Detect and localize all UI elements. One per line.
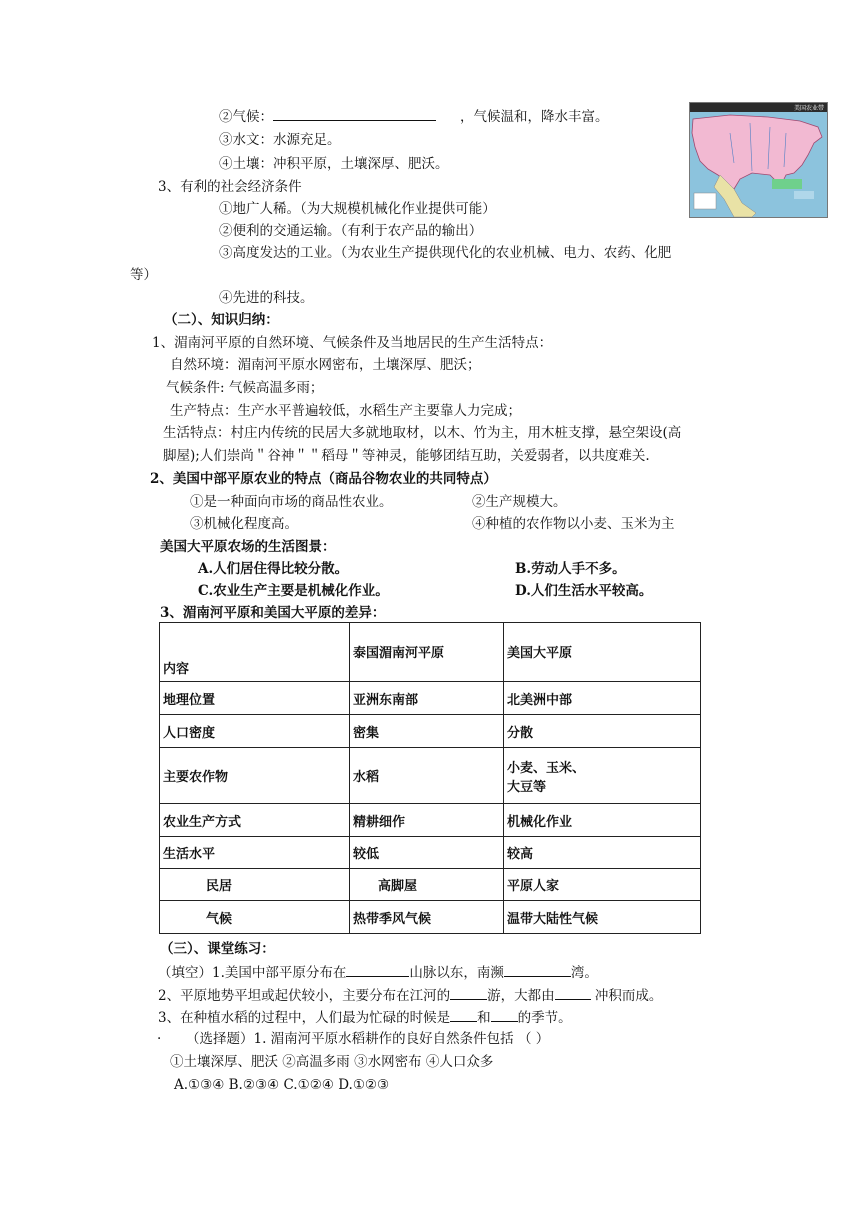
table-row xyxy=(160,837,701,869)
social-item-3: ③高度发达的工业。（为农业生产提供现代化的农业机械、电力、农药、化肥 xyxy=(219,245,672,261)
feature-3: ③机械化程度高。 xyxy=(190,516,298,532)
answer-blank[interactable] xyxy=(450,1007,477,1022)
bullet-marker: · xyxy=(157,1031,162,1047)
climate-cond-line: 气候条件: 气候高温多雨； xyxy=(166,380,324,396)
scene-d: D.人们生活水平较高。 xyxy=(515,583,653,599)
table-cell: 热带季风气候 xyxy=(350,901,504,934)
table-cell: 气候 xyxy=(160,901,350,934)
table-cell: 农业生产方式 xyxy=(160,804,350,837)
social-item-2: ②便利的交通运输。（有利于农产品的输出） xyxy=(219,223,483,239)
scene-c: C.农业生产主要是机械化作业。 xyxy=(198,583,389,599)
table-row xyxy=(160,869,701,901)
table-cell: 内容 xyxy=(160,623,350,682)
table-row xyxy=(160,748,701,804)
life-line: 生活特点：村庄内传统的民居大多就地取材，以木、竹为主，用木桩支撑，悬空架设(高 xyxy=(163,425,682,441)
table-row xyxy=(160,682,701,715)
table-cell: 较高 xyxy=(504,837,701,869)
production-line: 生产特点：生产水平普遍较低，水稻生产主要靠人力完成； xyxy=(170,403,521,419)
answer-blank[interactable] xyxy=(450,985,487,1000)
table-row xyxy=(160,804,701,837)
env-line: 自然环境：湄南河平原水网密布，土壤深厚、肥沃； xyxy=(170,357,481,373)
question-4: （选择题）1. 湄南河平原水稻耕作的良好自然条件包括 （ ） xyxy=(186,1031,550,1047)
social-item-1: ①地广人稀。（为大规模机械化作业提供可能） xyxy=(219,201,496,217)
feature-4: ④种植的农作物以小麦、玉米为主 xyxy=(472,516,675,532)
social-item-3-cont: 等） xyxy=(130,267,157,283)
table-header-row xyxy=(160,623,701,682)
table-cell: 人口密度 xyxy=(160,715,350,748)
table-cell: 主要农作物 xyxy=(160,748,350,804)
table-cell: 北美洲中部 xyxy=(504,682,701,715)
item2-title: 2、美国中部平原农业的特点（商品谷物农业的共同特点） xyxy=(150,471,497,487)
social-title: 3、有利的社会经济条件 xyxy=(158,179,302,195)
usa-agriculture-map xyxy=(689,102,828,218)
question-4-options: ①土壤深厚、肥沃 ②高温多雨 ③水网密布 ④人口众多 xyxy=(170,1054,494,1070)
scene-b: B.劳动人手不多。 xyxy=(515,561,626,577)
scene-a: A.人们居住得比较分散。 xyxy=(198,561,349,577)
table-cell: 美国大平原 xyxy=(504,623,701,682)
map-graphic xyxy=(690,103,827,217)
practice-heading: （三）、课堂练习： xyxy=(160,941,275,957)
answer-blank[interactable] xyxy=(491,1007,518,1022)
hydrology-line: ③水文：水源充足。 xyxy=(219,132,341,148)
answer-blank[interactable] xyxy=(346,962,409,977)
feature-1: ①是一种面向市场的商品性农业。 xyxy=(190,494,393,510)
table-cell: 温带大陆性气候 xyxy=(504,901,701,934)
table-cell: 平原人家 xyxy=(504,869,701,901)
answer-blank[interactable] xyxy=(504,962,571,977)
table-cell: 机械化作业 xyxy=(504,804,701,837)
item3-title: 3、湄南河平原和美国大平原的差异： xyxy=(160,605,386,621)
scene-title: 美国大平原农场的生活图景： xyxy=(160,539,336,555)
table-cell xyxy=(504,748,701,804)
table-cell-line: 大豆等 xyxy=(507,779,547,795)
answer-blank[interactable] xyxy=(555,985,591,1000)
knowledge-heading: （二）、知识归纳： xyxy=(164,312,279,328)
question-3: 3、在种植水稻的过程中，人们最为忙碌的时候是 和 的季节。 xyxy=(158,1007,572,1028)
question-1: （填空）1.美国中部平原分布在 山脉以东，南濒 湾。 xyxy=(158,962,598,983)
table-cell: 地理位置 xyxy=(160,682,350,715)
social-item-4: ④先进的科技。 xyxy=(219,290,314,306)
table-cell: 亚洲东南部 xyxy=(350,682,504,715)
table-cell: 密集 xyxy=(350,715,504,748)
climate-blank[interactable] xyxy=(273,106,436,121)
life-line-cont: 脚屋);人们崇尚＂谷神＂＂稻母＂等神灵，能够团结互助，关爱弱者，以共度难关. xyxy=(163,448,650,464)
feature-2: ②生产规模大。 xyxy=(472,494,567,510)
table-cell-line: 小麦、玉米、 xyxy=(507,760,586,776)
item1-title: 1、湄南河平原的自然环境、气候条件及当地居民的生产生活特点： xyxy=(152,335,553,351)
table-cell: 精耕细作 xyxy=(350,804,504,837)
table-cell: 较低 xyxy=(350,837,504,869)
question-2: 2、平原地势平坦或起伏较小，主要分布在江河的 游，大都由 冲积而成。 xyxy=(158,985,662,1006)
table-row xyxy=(160,715,701,748)
comparison-table xyxy=(159,622,701,934)
table-row xyxy=(160,901,701,934)
table-cell: 高脚屋 xyxy=(350,869,504,901)
climate-line: ②气候： ，气候温和，降水丰富。 xyxy=(219,106,609,127)
table-cell: 分散 xyxy=(504,715,701,748)
table-cell: 生活水平 xyxy=(160,837,350,869)
table-cell: 民居 xyxy=(160,869,350,901)
table-cell: 泰国湄南河平原 xyxy=(350,623,504,682)
soil-line: ④土壤：冲积平原，土壤深厚、肥沃。 xyxy=(219,156,449,172)
question-4-choices[interactable]: A.①③④ B.②③④ C.①②④ D.①②③ xyxy=(174,1077,390,1093)
map-title: 美国农业带 xyxy=(793,105,824,112)
table-cell: 水稻 xyxy=(350,748,504,804)
